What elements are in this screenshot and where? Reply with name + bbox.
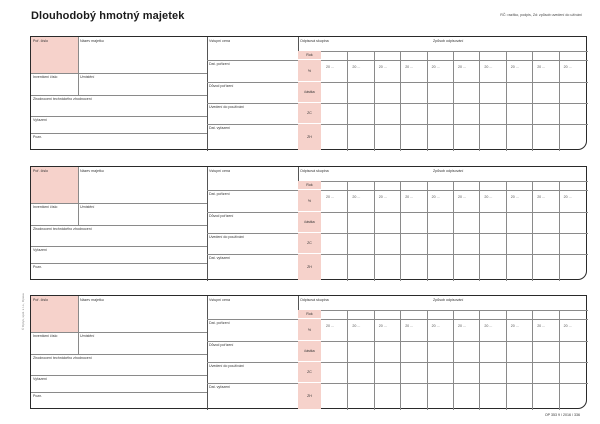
row-label-cell [298,181,321,190]
row-label: ZH [307,265,312,269]
row-line [321,362,588,363]
reason-label: Důvod pořízení [209,214,234,218]
year-divider [532,51,533,151]
row-line [321,212,588,213]
row-label: Rok [306,53,313,57]
row-line [298,181,588,182]
note-label: Pozn. [33,265,43,269]
row-line [298,51,588,52]
year-cell: 20 ... [510,65,519,69]
row-label: % [307,68,312,73]
row-line [321,383,588,384]
year-cell: 20 ... [352,324,361,328]
reason-label: Důvod pořízení [209,343,234,347]
placement-label: Umístění [80,334,95,338]
row-line [321,124,588,125]
asset-card [30,295,587,409]
row-line [321,190,588,191]
depreciation-group-label: Odpisová skupina [300,39,329,43]
disposal-label: Vyřazení [33,118,48,122]
year-cell: 20 ... [537,195,546,199]
year-cell: 20 ... [326,65,334,69]
year-cell: 20 ... [458,324,466,328]
disposal-label: Vyřazení [33,248,48,252]
row-label-cell [298,383,321,410]
year-cell: 20 ... [510,195,519,199]
year-cell: 20 ... [431,195,440,199]
row-line [31,246,207,247]
year-cell: 20 ... [405,195,414,199]
year-divider [506,51,507,151]
date-disposal-label: Dat. vyřazení [209,126,231,130]
row-label: částka [304,90,315,94]
date-in-use-label: Uvedení do používání [209,105,244,109]
row-label-cell [298,254,321,281]
row-label: částka [304,349,315,353]
row-label-cell [298,82,321,103]
row-line [298,310,588,311]
row-line [31,375,207,376]
date-in-use-label: Uvedení do používání [209,235,244,239]
year-cell: 20 ... [537,324,546,328]
row-line [207,341,298,342]
row-line [207,103,298,104]
year-divider [427,181,428,281]
divider [207,37,208,151]
divider [78,296,79,354]
row-label: ZH [307,135,312,139]
year-divider [400,181,401,281]
year-cell: 20 ... [563,65,572,69]
year-divider [506,181,507,281]
row-label: částka [304,220,315,224]
year-cell: 20 ... [484,324,493,328]
note-label: Pozn. [33,394,43,398]
date-acquired-label: Dat. pořízení [209,321,230,325]
note-label: Pozn. [33,135,43,139]
year-cell: 20 ... [405,324,414,328]
year-divider [347,51,348,151]
form-code: OP 353 9 / 2016 / 336 [544,413,580,417]
year-cell: 20 ... [510,324,519,328]
year-divider [427,51,428,151]
publisher-note: © Optys, spol. s r.o., Opava [21,293,25,330]
year-divider [479,51,480,151]
tech-improvement-label: Zhodnocení technického zhodnocení [33,227,92,231]
page-title: Dlouhodobý hmotný majetek [31,10,185,22]
row-line [31,133,207,134]
date-disposal-label: Dat. vyřazení [209,256,231,260]
asset-name-label: Název majetku [80,298,104,302]
year-cell: 20 ... [326,195,334,199]
row-label: % [307,198,312,203]
row-label: ZH [307,394,312,398]
row-label-cell [298,233,321,254]
year-cell: 20 ... [378,324,387,328]
row-label-cell [298,60,321,82]
row-line [31,392,207,393]
depreciation-method-label: Způsob odpisování [433,169,464,173]
year-cell: 20 ... [484,195,493,199]
inv-number-label: Poř. číslo [33,39,48,43]
row-line [207,124,298,125]
asset-name-label: Název majetku [80,39,104,43]
asset-card [30,166,587,280]
acquisition-price-label: Vstupní cena [209,298,230,302]
placement-label: Umístění [80,75,95,79]
depreciation-group-label: Odpisová skupina [300,298,329,302]
row-label: ZC [307,111,312,115]
divider [78,167,79,225]
row-line [31,95,207,96]
row-label-cell [298,212,321,233]
date-in-use-label: Uvedení do používání [209,364,244,368]
acquisition-price-label: Vstupní cena [209,169,230,173]
row-line [207,383,298,384]
row-label-cell [298,103,321,124]
row-line [321,233,588,234]
year-cell: 20 ... [352,195,361,199]
year-cell: 20 ... [458,195,466,199]
row-line [321,103,588,104]
year-divider [453,310,454,410]
year-divider [347,310,348,410]
row-line [321,341,588,342]
acquisition-price-label: Vstupní cena [209,39,230,43]
row-label: Rok [306,312,313,316]
year-divider [427,310,428,410]
year-divider [479,181,480,281]
tech-improvement-label: Zhodnocení technického zhodnocení [33,356,92,360]
row-label-cell [298,51,321,60]
row-line [207,319,298,320]
year-cell: 20 ... [537,65,546,69]
date-acquired-label: Dat. pořízení [209,62,230,66]
divider [207,296,208,410]
row-label: Rok [306,183,313,187]
year-cell: 20 ... [326,324,334,328]
year-divider [374,51,375,151]
year-divider [506,310,507,410]
row-label-cell [298,341,321,362]
tech-improvement-label: Zhodnocení technického zhodnocení [33,97,92,101]
row-label-cell [298,124,321,151]
row-line [321,254,588,255]
placement-label: Umístění [80,205,95,209]
year-cell: 20 ... [458,65,466,69]
row-label-cell [298,319,321,341]
year-divider [453,181,454,281]
year-divider [453,51,454,151]
row-line [207,190,298,191]
row-label: % [307,327,312,332]
row-label-cell [298,310,321,319]
year-divider [374,310,375,410]
row-line [31,73,207,74]
inv-number-label: Poř. číslo [33,169,48,173]
divider [207,167,208,281]
year-cell: 20 ... [431,324,440,328]
depreciation-method-label: Způsob odpisování [433,298,464,302]
year-cell: 20 ... [378,65,387,69]
year-cell: 20 ... [378,195,387,199]
title-note: RČ: razítko, podpis, Zd: způsob uvedení do užívání [500,13,582,17]
row-label: ZC [307,241,312,245]
year-cell: 20 ... [431,65,440,69]
year-divider [559,51,560,151]
year-cell: 20 ... [352,65,361,69]
date-disposal-label: Dat. vyřazení [209,385,231,389]
row-line [31,203,207,204]
year-divider [374,181,375,281]
year-divider [347,181,348,281]
year-cell: 20 ... [405,65,414,69]
row-line [31,263,207,264]
row-line [31,354,207,355]
row-line [207,82,298,83]
reason-label: Důvod pořízení [209,84,234,88]
row-line [31,225,207,226]
year-divider [559,310,560,410]
row-line [31,116,207,117]
row-line [207,60,298,61]
inventory-number-label: Inventární číslo [33,205,58,209]
disposal-label: Vyřazení [33,377,48,381]
divider [78,37,79,95]
year-cell: 20 ... [563,324,572,328]
year-cell: 20 ... [563,195,572,199]
year-divider [479,310,480,410]
row-label-cell [298,362,321,383]
year-divider [559,181,560,281]
row-line [321,82,588,83]
date-acquired-label: Dat. pořízení [209,192,230,196]
inventory-number-label: Inventární číslo [33,334,58,338]
row-line [207,254,298,255]
asset-card [30,36,587,150]
row-label: ZC [307,370,312,374]
row-line [321,60,588,61]
inventory-number-label: Inventární číslo [33,75,58,79]
year-divider [532,310,533,410]
inv-number-label: Poř. číslo [33,298,48,302]
row-line [31,332,207,333]
year-divider [400,310,401,410]
row-line [207,212,298,213]
year-cell: 20 ... [484,65,493,69]
row-line [207,362,298,363]
year-divider [400,51,401,151]
asset-name-label: Název majetku [80,169,104,173]
year-divider [532,181,533,281]
row-label-cell [298,190,321,212]
row-line [207,233,298,234]
depreciation-group-label: Odpisová skupina [300,169,329,173]
row-line [321,319,588,320]
depreciation-method-label: Způsob odpisování [433,39,464,43]
